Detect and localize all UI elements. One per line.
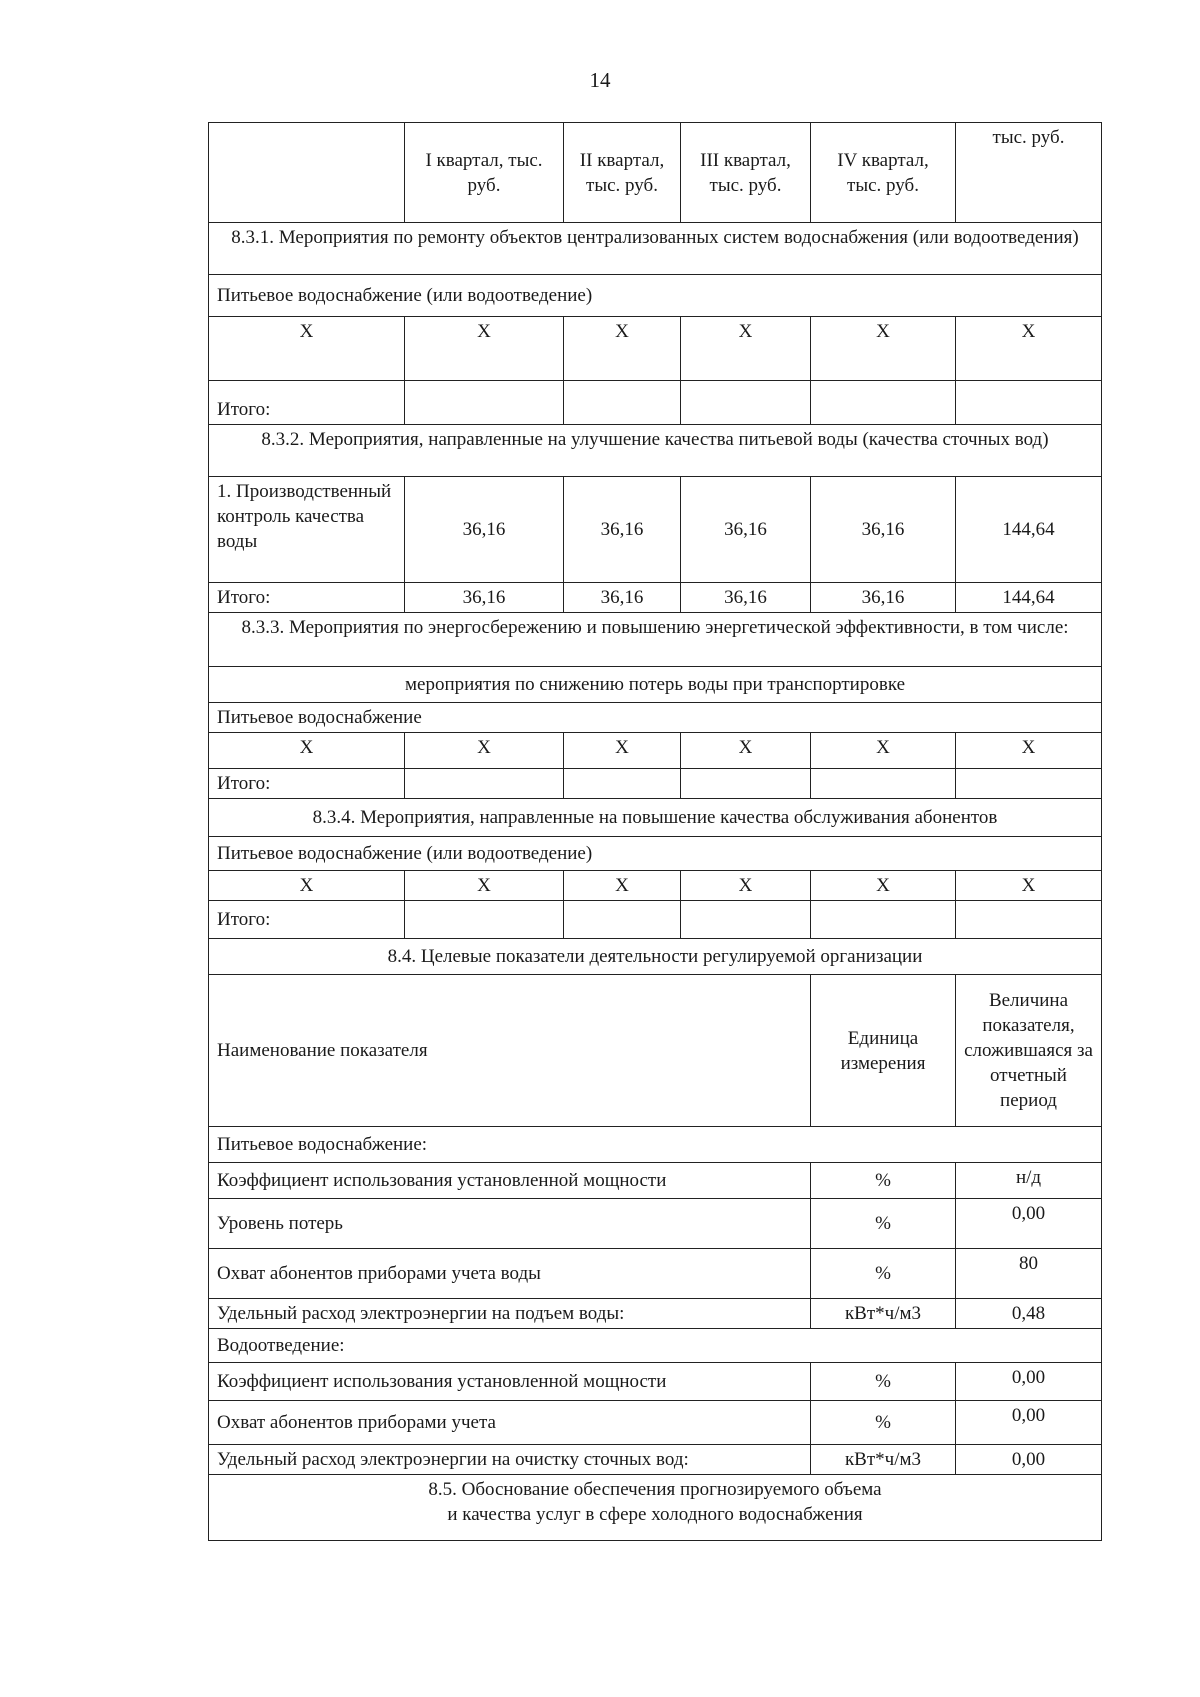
header-q3: III квартал, тыс. руб.: [681, 123, 811, 223]
indicator-unit-header: Единица измерения: [811, 975, 956, 1127]
empty-cell: [405, 769, 564, 799]
x-cell: Х: [564, 733, 681, 769]
itogo-label: Итого:: [209, 381, 405, 425]
x-cell: Х: [811, 871, 956, 901]
indicator-row: [209, 1445, 1102, 1475]
x-cell: Х: [811, 317, 956, 381]
section-8-5-line2: и качества услуг в сфере холодного водоснабжения: [447, 1504, 863, 1525]
empty-cell: [564, 769, 681, 799]
indicator-value: 0,00: [956, 1199, 1102, 1249]
itogo-label: Итого:: [209, 901, 405, 939]
indicator-value: н/д: [956, 1163, 1102, 1199]
empty-cell: [956, 901, 1102, 939]
item-value: 36,16: [405, 477, 564, 583]
indicator-value-header: Величина показателя, сложившаяся за отчетный период: [956, 975, 1102, 1127]
indicators-header-row: [209, 975, 1102, 1127]
x-cell: Х: [209, 317, 405, 381]
itogo-row: [209, 583, 1102, 613]
itogo-label: Итого:: [209, 583, 405, 613]
item-value: 36,16: [681, 477, 811, 583]
itogo-value: 36,16: [811, 583, 956, 613]
empty-cell: [405, 901, 564, 939]
indicator-name: Охват абонентов приборами учета воды: [209, 1249, 811, 1299]
indicator-row: [209, 1163, 1102, 1199]
empty-cell: [681, 381, 811, 425]
x-cell: Х: [564, 871, 681, 901]
indicator-name-header: Наименование показателя: [209, 975, 811, 1127]
indicator-name: Охват абонентов приборами учета: [209, 1401, 811, 1445]
section-8-3-4-subtitle: Питьевое водоснабжение (или водоотведение): [209, 837, 1102, 871]
header-total: тыс. руб.: [956, 123, 1102, 223]
itogo-value: 144,64: [956, 583, 1102, 613]
section-8-3-3-title: 8.3.3. Мероприятия по энергосбережению и повышению энергетической эффективности, в том числе:: [209, 613, 1102, 667]
x-cell: Х: [681, 317, 811, 381]
water-supply-label: Питьевое водоснабжение:: [209, 1127, 1102, 1163]
table-row: [209, 871, 1102, 901]
section-8-3-4-title: 8.3.4. Мероприятия, направленные на повышение качества обслуживания абонентов: [209, 799, 1102, 837]
x-cell: Х: [405, 871, 564, 901]
indicator-value: 0,48: [956, 1299, 1102, 1329]
indicator-row: [209, 1363, 1102, 1401]
empty-cell: [681, 769, 811, 799]
x-cell: Х: [209, 733, 405, 769]
indicator-name: Удельный расход электроэнергии на подъем воды:: [209, 1299, 811, 1329]
indicator-unit: %: [811, 1363, 956, 1401]
x-cell: Х: [564, 317, 681, 381]
section-8-3-1-title: 8.3.1. Мероприятия по ремонту объектов централизованных систем водоснабжения (или водоотведения): [209, 223, 1102, 275]
header-q4: IV квартал, тыс. руб.: [811, 123, 956, 223]
indicator-unit: %: [811, 1199, 956, 1249]
table-header-row: [209, 123, 1102, 223]
item-name: 1. Производственный контроль качества воды: [209, 477, 405, 583]
indicator-name: Коэффициент использования установленной мощности: [209, 1363, 811, 1401]
itogo-label: Итого:: [209, 769, 405, 799]
x-cell: Х: [956, 871, 1102, 901]
indicator-name: Коэффициент использования установленной мощности: [209, 1163, 811, 1199]
empty-cell: [564, 901, 681, 939]
section-8-5-title: [209, 1475, 1102, 1541]
item-value: 36,16: [811, 477, 956, 583]
empty-cell: [681, 901, 811, 939]
x-cell: Х: [956, 317, 1102, 381]
x-cell: Х: [405, 733, 564, 769]
x-cell: Х: [209, 871, 405, 901]
indicator-value: 0,00: [956, 1401, 1102, 1445]
x-cell: Х: [681, 733, 811, 769]
itogo-value: 36,16: [681, 583, 811, 613]
indicator-value: 0,00: [956, 1445, 1102, 1475]
indicator-unit: кВт*ч/м3: [811, 1445, 956, 1475]
empty-cell: [956, 769, 1102, 799]
empty-cell: [811, 901, 956, 939]
sewerage-label: Водоотведение:: [209, 1329, 1102, 1363]
x-cell: Х: [811, 733, 956, 769]
table-row: [209, 317, 1102, 381]
indicator-row: [209, 1401, 1102, 1445]
report-table: [208, 122, 1102, 1541]
section-8-5-line1: 8.5. Обоснование обеспечения прогнозируемого объема: [428, 1479, 882, 1500]
indicator-unit: %: [811, 1163, 956, 1199]
itogo-row: [209, 769, 1102, 799]
itogo-row: [209, 381, 1102, 425]
indicator-unit: кВт*ч/м3: [811, 1299, 956, 1329]
itogo-row: [209, 901, 1102, 939]
table-row: [209, 733, 1102, 769]
item-value: 144,64: [956, 477, 1102, 583]
section-8-3-2-title: 8.3.2. Мероприятия, направленные на улучшение качества питьевой воды (качества сточных вод): [209, 425, 1102, 477]
header-q1: I квартал, тыс. руб.: [405, 123, 564, 223]
empty-cell: [564, 381, 681, 425]
section-8-3-3-subtitle: мероприятия по снижению потерь воды при транспортировке: [209, 667, 1102, 703]
indicator-name: Уровень потерь: [209, 1199, 811, 1249]
table-row: [209, 477, 1102, 583]
header-empty-cell: [209, 123, 405, 223]
x-cell: Х: [405, 317, 564, 381]
section-8-3-1-subtitle: Питьевое водоснабжение (или водоотведение): [209, 275, 1102, 317]
indicator-value: 80: [956, 1249, 1102, 1299]
x-cell: Х: [681, 871, 811, 901]
empty-cell: [811, 381, 956, 425]
section-8-3-3-subtitle2: Питьевое водоснабжение: [209, 703, 1102, 733]
section-8-4-title: 8.4. Целевые показатели деятельности регулируемой организации: [209, 939, 1102, 975]
header-q2: II квартал, тыс. руб.: [564, 123, 681, 223]
itogo-value: 36,16: [564, 583, 681, 613]
indicator-unit: %: [811, 1401, 956, 1445]
indicator-value: 0,00: [956, 1363, 1102, 1401]
itogo-value: 36,16: [405, 583, 564, 613]
empty-cell: [811, 769, 956, 799]
page-number: 14: [589, 68, 611, 92]
empty-cell: [956, 381, 1102, 425]
x-cell: Х: [956, 733, 1102, 769]
item-value: 36,16: [564, 477, 681, 583]
indicator-row: [209, 1199, 1102, 1249]
indicator-name: Удельный расход электроэнергии на очистку сточных вод:: [209, 1445, 811, 1475]
indicator-row: [209, 1249, 1102, 1299]
empty-cell: [405, 381, 564, 425]
indicator-row: [209, 1299, 1102, 1329]
indicator-unit: %: [811, 1249, 956, 1299]
